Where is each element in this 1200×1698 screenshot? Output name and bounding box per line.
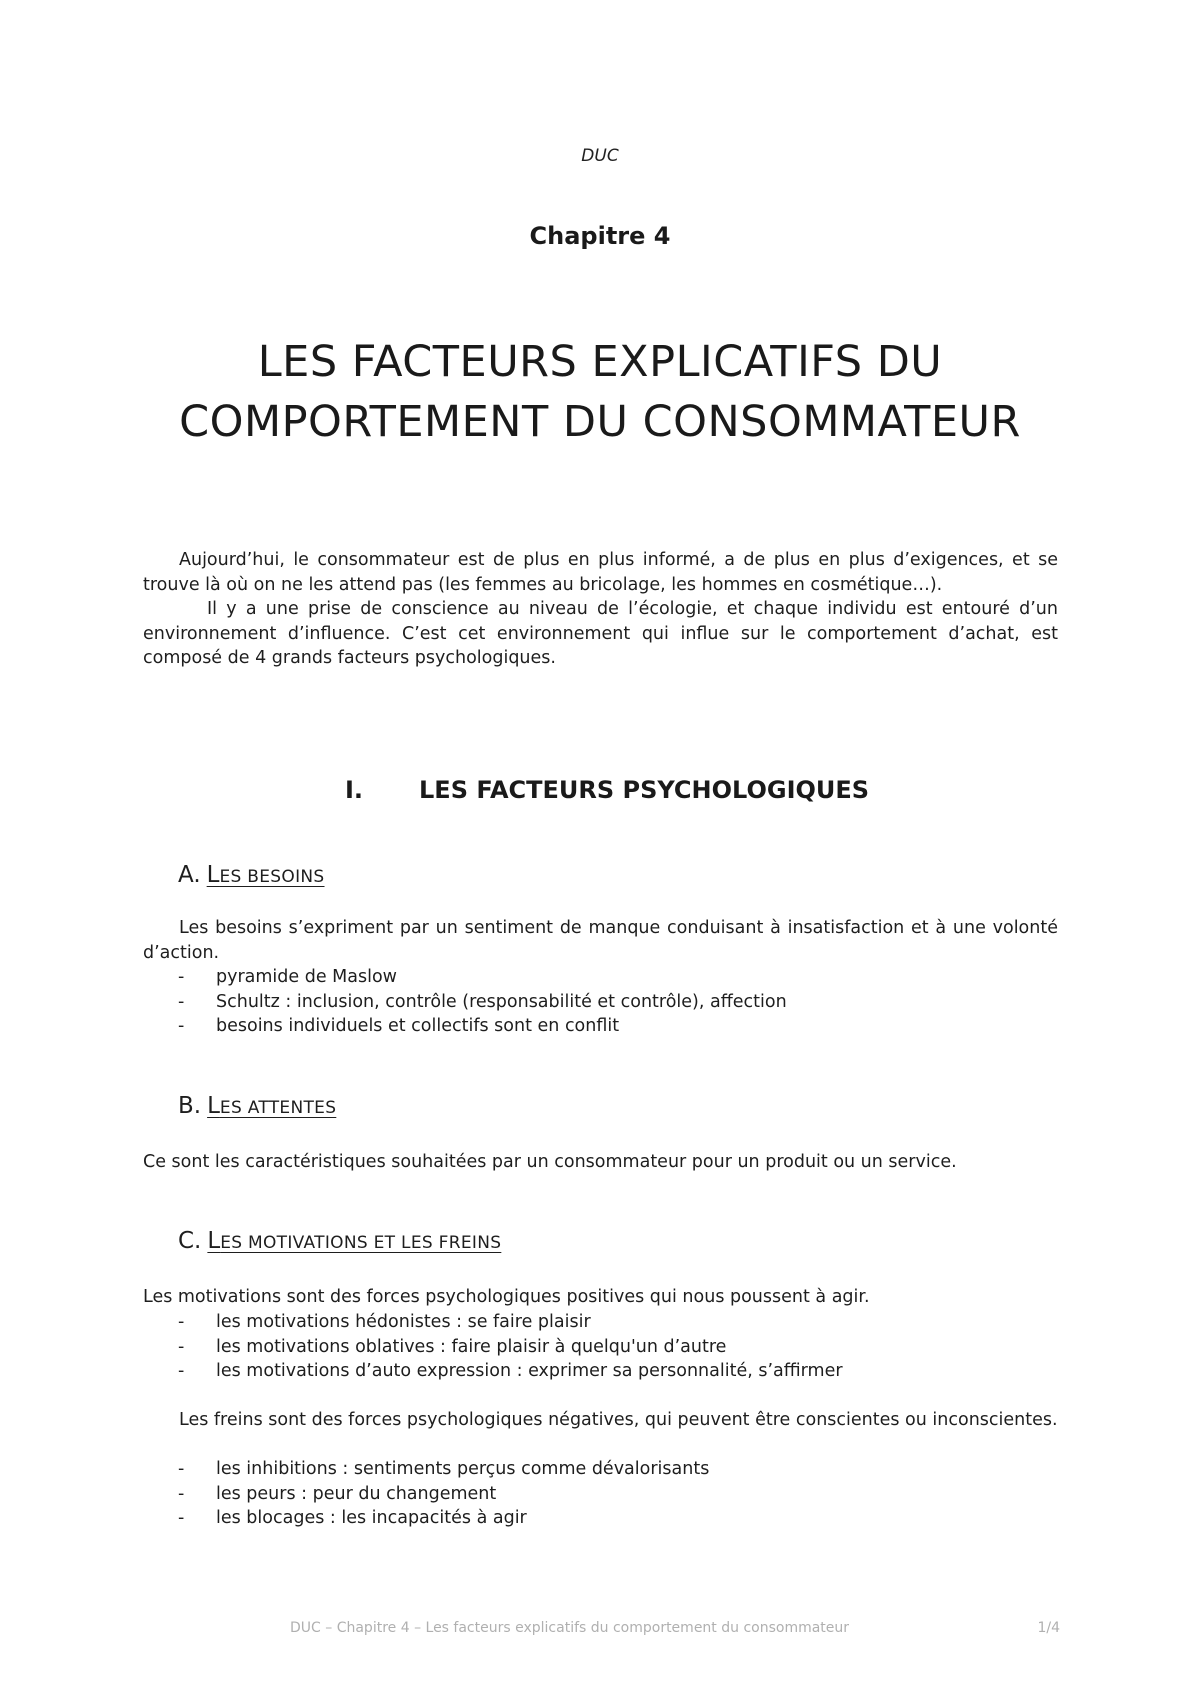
list-item: [178, 965, 787, 990]
subsection-b-text: [143, 1150, 1058, 1175]
subsection-c-heading: [178, 1228, 501, 1254]
title-initial: L: [207, 1228, 221, 1254]
subsection-b-heading: [178, 1093, 336, 1119]
subsection-c-text-2: [143, 1408, 1058, 1433]
list-item: [178, 1482, 709, 1507]
bullet-dash: -: [178, 1508, 185, 1528]
paragraph: Ce sont les caractéristiques souhaitées par un consommateur pour un produit ou un service.: [143, 1152, 957, 1172]
subsection-letter: B.: [178, 1093, 202, 1119]
bullet-dash: -: [178, 1361, 185, 1381]
title-small-caps: ES BESOINS: [219, 867, 325, 887]
bullet-dash: -: [178, 1312, 185, 1332]
list-item-text: les peurs : peur du changement: [216, 1483, 497, 1504]
subsection-a-heading: [178, 862, 325, 888]
list-item-text: les motivations hédonistes : se faire plaisir: [216, 1312, 591, 1332]
list-item-text: besoins individuels et collectifs sont en conflit: [216, 1016, 620, 1036]
bullet-dash: -: [178, 1483, 185, 1504]
list-item: [178, 1014, 787, 1039]
list-item-text: les blocages : les incapacités à agir: [216, 1508, 527, 1528]
intro-block: [143, 548, 1058, 671]
section-number: I.: [345, 776, 364, 804]
intro-paragraph-1: Aujourd’hui, le consommateur est de plus en plus informé, a de plus en plus d’exigences, et se trouve là où on ne les attend pas (les femmes au bricolage, les hommes en cosmétique…).: [143, 550, 1058, 595]
title-initial: L: [206, 862, 220, 888]
list-item: [178, 1310, 843, 1335]
bullet-dash: -: [178, 1336, 185, 1357]
intro-paragraph-2: Il y a une prise de conscience au niveau de l’écologie, et chaque individu est entouré d’un environnement d’influence. C’est cet environnement qui influe sur le comportement d’achat, est composé de 4 grands facteurs psychologiques.: [143, 599, 1058, 668]
section-heading: [345, 776, 869, 804]
list-item-text: Schultz : inclusion, contrôle (responsabilité et contrôle), affection: [216, 991, 787, 1012]
list-item-text: pyramide de Maslow: [216, 967, 397, 987]
subsection-a-list: [178, 965, 787, 1039]
subsection-letter: C.: [178, 1228, 202, 1254]
list-item: [178, 1335, 843, 1360]
title-line-1: LES FACTEURS EXPLICATIFS DU: [257, 337, 943, 387]
subsection-title: [207, 1228, 501, 1254]
paragraph: Les freins sont des forces psychologiques négatives, qui peuvent être conscientes ou inconscientes.: [179, 1410, 1058, 1430]
subsection-c-text-1: [143, 1285, 1058, 1310]
subsection-c-list-1: [178, 1310, 843, 1384]
title-initial: L: [207, 1093, 220, 1119]
subsection-a-text: [143, 916, 1058, 965]
subsection-letter: A.: [178, 862, 201, 888]
bullet-dash: -: [178, 991, 185, 1012]
title-small-caps: ES ATTENTES: [219, 1098, 337, 1118]
document-title: [100, 332, 1100, 452]
paragraph: Les besoins s’expriment par un sentiment de manque conduisant à insatisfaction et à une volonté d’action.: [143, 918, 1058, 963]
bullet-dash: -: [178, 1016, 185, 1036]
list-item-text: les motivations d’auto expression : exprimer sa personnalité, s’affirmer: [216, 1361, 843, 1381]
bullet-dash: -: [178, 967, 185, 987]
list-item: [178, 1506, 709, 1531]
footer-text: DUC – Chapitre 4 – Les facteurs explicatifs du comportement du consommateur: [290, 1620, 850, 1636]
subsection-title: [207, 862, 325, 888]
section-title-text: LES FACTEURS PSYCHOLOGIQUES: [419, 776, 870, 804]
subsection-c-list-2: [178, 1457, 709, 1531]
bullet-dash: -: [178, 1459, 185, 1479]
page-footer: [290, 1620, 1060, 1636]
paragraph: Les motivations sont des forces psychologiques positives qui nous poussent à agir.: [143, 1287, 870, 1307]
title-line-2: COMPORTEMENT DU CONSOMMATEUR: [179, 397, 1021, 447]
chapter-heading: Chapitre 4: [529, 222, 671, 250]
subsection-title: [207, 1093, 336, 1119]
header-label: DUC: [581, 146, 619, 166]
list-item: [178, 1457, 709, 1482]
list-item-text: les inhibitions : sentiments perçus comme dévalorisants: [216, 1459, 710, 1479]
page-number: 1/4: [1037, 1620, 1060, 1636]
list-item: [178, 1359, 843, 1384]
title-small-caps: ES MOTIVATIONS ET LES FREINS: [220, 1233, 502, 1253]
list-item: [178, 990, 787, 1015]
list-item-text: les motivations oblatives : faire plaisir à quelqu'un d’autre: [216, 1336, 727, 1357]
